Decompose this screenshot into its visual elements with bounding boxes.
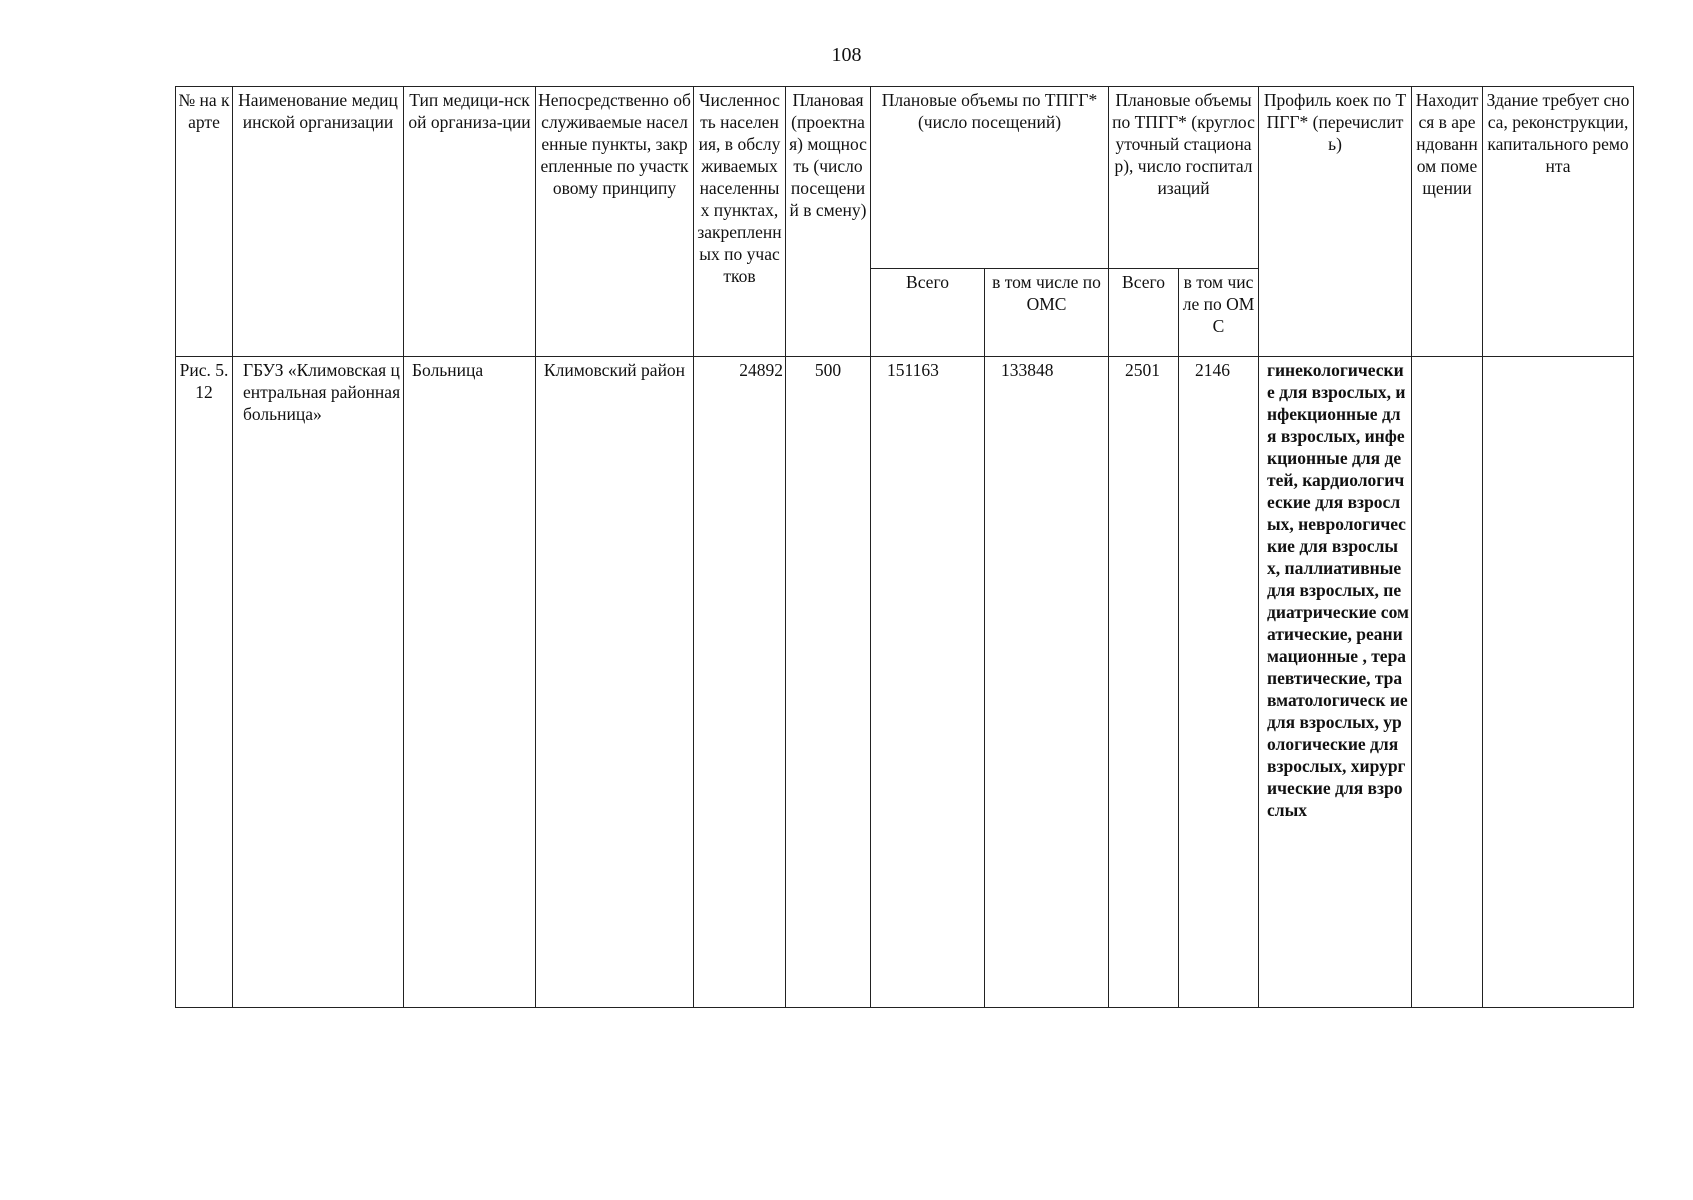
- cell-visits-oms: 133848: [985, 357, 1109, 1008]
- header-demolition: Здание требует сноса, реконструкции, капитального ремонта: [1483, 87, 1634, 357]
- cell-hosp-oms: 2146: [1179, 357, 1259, 1008]
- cell-num: Рис. 5.12: [176, 357, 233, 1008]
- header-hosp-oms: в том числе по ОМС: [1179, 269, 1259, 357]
- header-type: Тип медици-нской организа-ции: [404, 87, 536, 357]
- cell-name: ГБУЗ «Климовская центральная районная больница»: [233, 357, 404, 1008]
- header-profile: Профиль коек по ТПГГ* (перечислить): [1259, 87, 1412, 357]
- header-row: [176, 87, 1634, 269]
- cell-demolition: [1483, 357, 1634, 1008]
- header-visits-total: Всего: [871, 269, 985, 357]
- header-hosp-group: Плановые объемы по ТПГГ* (круглосуточный стационар), число госпитализаций: [1109, 87, 1259, 269]
- facility-table: [175, 86, 1634, 1008]
- header-name: Наименование медицинской организации: [233, 87, 404, 357]
- header-served: Непосредственно обслуживаемые населенные пункты, закрепленные по участковому принципу: [536, 87, 694, 357]
- cell-population: 24892: [694, 357, 786, 1008]
- header-hosp-total: Всего: [1109, 269, 1179, 357]
- header-visits-oms: в том числе по ОМС: [985, 269, 1109, 357]
- header-rented: Находится в арендованном помещении: [1412, 87, 1483, 357]
- page-number: 108: [831, 44, 862, 66]
- header-capacity: Плановая (проектная) мощность (число посещений в смену): [786, 87, 871, 357]
- cell-served: Климовский район: [536, 357, 694, 1008]
- cell-visits-total: 151163: [871, 357, 985, 1008]
- header-num: № на карте: [176, 87, 233, 357]
- table-row: [176, 357, 1634, 1008]
- cell-capacity: 500: [786, 357, 871, 1008]
- cell-rented: [1412, 357, 1483, 1008]
- cell-type: Больница: [404, 357, 536, 1008]
- header-visits-group: Плановые объемы по ТПГГ* (число посещений): [871, 87, 1109, 269]
- cell-hosp-total: 2501: [1109, 357, 1179, 1008]
- cell-profile: гинекологические для взрослых, инфекционные для взрослых, инфекционные для детей, кардиологические для взрослых, неврологические для взрослых, паллиативные для взрослых, педиатрические соматические, реанимационные , терапевтические, травматологическ ие для взрослых, урологические для взрослых, хирургические для взрослых: [1259, 357, 1412, 1008]
- header-population: Численность населения, в обслуживаемых населенных пунктах, закрепленных по участков: [694, 87, 786, 357]
